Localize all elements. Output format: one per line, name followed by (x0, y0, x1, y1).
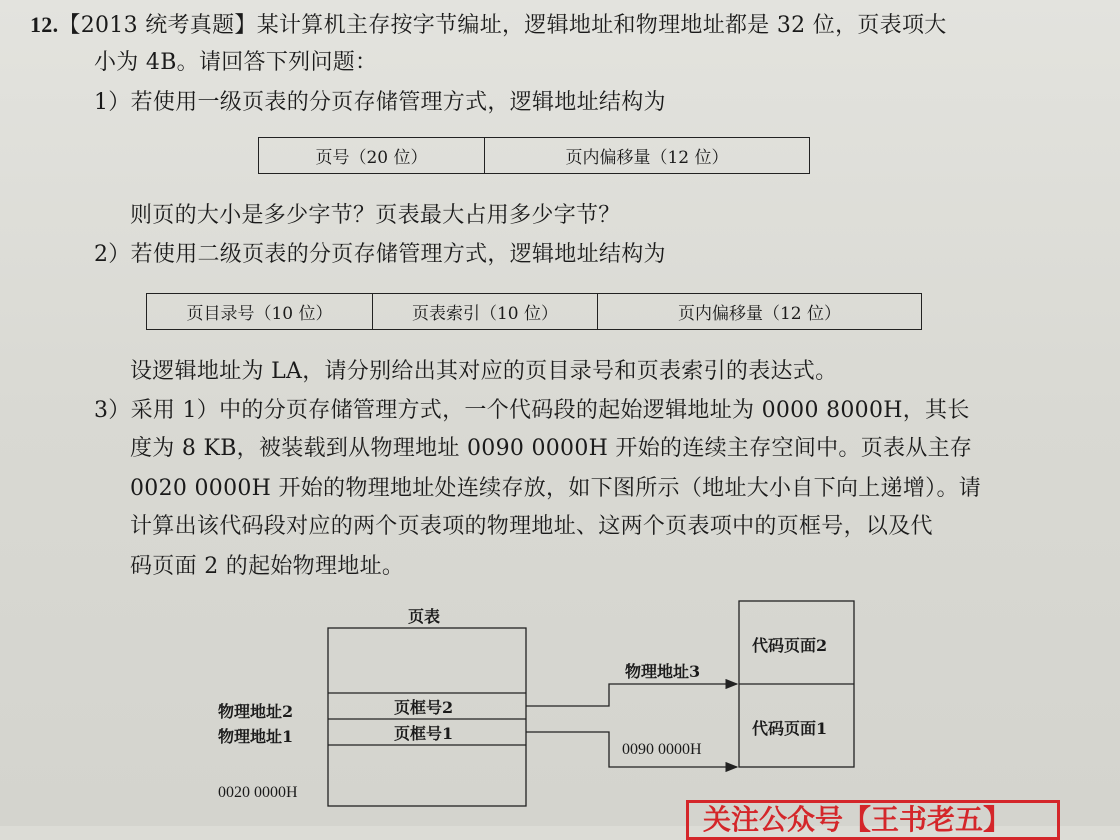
sub-question-3-line-2: 度为 8 KB，被装载到从物理地址 0090 0000H 开始的连续主存空间中。页表从主存 (130, 436, 973, 461)
sub-question-1-followup: 则页的大小是多少字节？页表最大占用多少字节？ (130, 203, 621, 228)
sub-question-2: 2）若使用二级页表的分页存储管理方式，逻辑地址结构为 (94, 242, 666, 267)
question-number: 12. (30, 12, 59, 37)
arrow-frame2 (526, 684, 737, 706)
page-table-base-address: 0020 0000H (218, 784, 298, 801)
sub-question-3-line-3: 0020 0000H 开始的物理地址处连续存放，如下图所示（地址大小自下向上递增）。请 (130, 476, 982, 501)
page-table-index-field: 页表索引（10 位） (373, 294, 598, 329)
question-line-1: 【2013 统考真题】某计算机主存按字节编址，逻辑地址和物理地址都是 32 位，页表项大 (58, 13, 947, 38)
code-page-2: 代码页面2 (752, 636, 828, 655)
page-number-field: 页号（20 位） (259, 138, 485, 173)
page-directory-field: 页目录号（10 位） (147, 294, 373, 329)
page-table-title: 页表 (408, 607, 441, 626)
sub-question-1: 1）若使用一级页表的分页存储管理方式，逻辑地址结构为 (94, 90, 666, 115)
watermark-stamp: 关注公众号【王书老五】 (686, 800, 1060, 840)
code-base-address: 0090 0000H (622, 741, 702, 758)
code-page-1: 代码页面1 (752, 719, 828, 738)
physical-address-3-label: 物理地址3 (625, 662, 701, 681)
sub-question-2-followup: 设逻辑地址为 LA，请分别给出其对应的页目录号和页表索引的表达式。 (130, 359, 838, 384)
physical-address-1-label: 物理地址1 (218, 727, 294, 746)
question-line-2: 小为 4B。请回答下列问题： (94, 50, 378, 75)
sub-question-3-line-4: 计算出该代码段对应的两个页表项的物理地址、这两个页表项中的页框号，以及代 (130, 514, 933, 539)
page-offset-field: 页内偏移量（12 位） (565, 148, 729, 168)
physical-address-2-label: 物理地址2 (218, 702, 294, 721)
page-offset-field-2: 页内偏移量（12 位） (677, 304, 842, 324)
sub-question-3-line-1: 3）采用 1）中的分页存储管理方式，一个代码段的起始逻辑地址为 0000 8000H，其长 (94, 398, 970, 423)
frame-number-2: 页框号2 (394, 698, 454, 717)
frame-number-1: 页框号1 (394, 724, 454, 743)
sub-question-3-line-5: 码页面 2 的起始物理地址。 (130, 554, 405, 579)
